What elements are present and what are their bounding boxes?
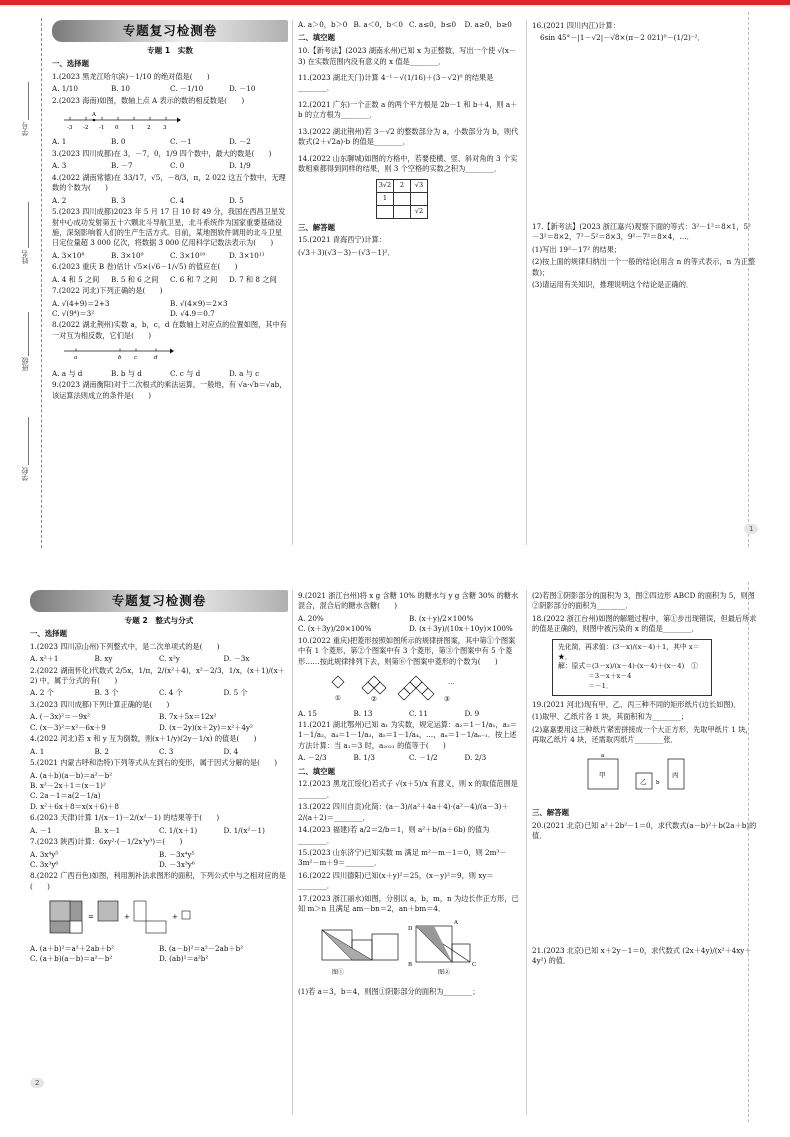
option[interactable]: B. 5 和 6 之间 (111, 274, 159, 284)
p2-q4: 4.(2022 河北)若 x 和 y 互为倒数，则(x＋1/y)(2y－1/x) 的值是( ) (30, 734, 257, 744)
option[interactable]: A. a＞0，b＞0 (298, 20, 348, 29)
column-divider (292, 590, 293, 1115)
point-label: d (154, 355, 158, 362)
option[interactable]: A. (a＋b)(a－b)＝a²－b² (30, 770, 113, 780)
fig-label: B (408, 961, 413, 968)
option[interactable]: C. －1/10 (170, 84, 204, 94)
option[interactable]: B. x－1 (94, 825, 121, 835)
option[interactable]: B. (a－b)²＝a²－2ab＋b² (159, 943, 244, 953)
p2-q9-options (298, 614, 520, 635)
p1-q17-part1: (1)写出 19²－17² 的结果； (532, 244, 622, 254)
column-divider (292, 20, 293, 545)
option[interactable]: B. 3 (111, 195, 126, 205)
column-divider (526, 590, 527, 1115)
option[interactable]: A. 4 和 5 之间 (52, 274, 100, 284)
p1-q9: 9.(2023 湖南衡阳)对于二次根式的乘法运算，一般地，有 √a·√b＝√ab，该运算法则成立的条件是( ) (52, 380, 287, 400)
option[interactable]: C. 0 (170, 161, 185, 171)
column-divider (526, 20, 527, 545)
fig-label: 丙 (672, 770, 679, 779)
p2-q3: 3.(2023 四川成都)下列计算正确的是( ) (30, 699, 170, 709)
margin-label-name: 姓名 (21, 250, 29, 264)
option[interactable]: B. 2 (94, 746, 109, 756)
p1-q2: 2.(2023 海南)如图，数轴上点 A 表示的数的相反数是( ) (52, 95, 245, 105)
p2-q14: 14.(2023 福建)若 a/2＝2/b＝1，则 a²＋b/(a＋6b) 的值为________． (298, 825, 490, 845)
p1-q8-options (52, 369, 288, 379)
page1-column-2 (298, 20, 520, 260)
p1-q13: 13.(2022 湖北荆州)若 3－√2 的整数部分为 a，小数部分为 b，则代数式(2＋√2a)·b 的值是________． (298, 126, 519, 147)
p2-q2-options (30, 688, 288, 698)
option[interactable]: D. (ab)²＝a²b² (159, 954, 209, 964)
page1-section-answer: 三、解答题 (298, 222, 335, 232)
page2-column-3 (532, 590, 757, 969)
p2-q11-options (298, 753, 520, 763)
p2-q6-options (30, 826, 288, 836)
option[interactable]: B. 13 (353, 708, 373, 718)
option[interactable]: C. －1/2 (409, 753, 438, 763)
option[interactable]: B. 10 (111, 84, 130, 94)
option[interactable]: D. 2/3 (464, 753, 487, 763)
margin-label-student-id: 学号 (21, 122, 29, 136)
p1-q16: 16.(2021 四川内江)计算： (532, 21, 620, 30)
option[interactable]: D. 7 和 8 之间 (229, 274, 277, 284)
fig-label: A (454, 919, 458, 926)
box-line: 解：原式＝(3－x)/(x－4)·(x－4)＋(x－4) ① (558, 662, 698, 671)
p1-q3-options (52, 161, 288, 171)
svg-text:+: + (172, 913, 178, 922)
area-dissection-figure (40, 897, 200, 937)
p1-q15-expr: (√3＋3)(√3－3)－(√3－1)²． (298, 247, 395, 257)
option[interactable]: A. －2/3 (298, 753, 327, 763)
p2-q8-options (30, 944, 288, 965)
class-field[interactable] (28, 312, 29, 356)
p2-q19: 19.(2021 河北)现有甲、乙、丙三种不同的矩形纸片(边长如图)． (532, 699, 741, 709)
option[interactable]: D. 9 (464, 708, 480, 718)
page2-column-2 (298, 590, 520, 1000)
fig-caption: 图② (438, 968, 451, 976)
grid-cell: √3 (411, 179, 428, 192)
option[interactable]: B. xy (94, 654, 113, 664)
fig-label: b (656, 779, 660, 786)
option[interactable]: C. a≤0，b≤0 (409, 20, 457, 29)
student-id-field[interactable] (28, 82, 29, 120)
p1-q4: 4.(2022 湖南常德)在 33/17，√5，－8/3，π，2 022 这五个数中，无理数的个数为( ) (52, 172, 286, 193)
point-a (93, 119, 96, 122)
page-number-1: 1 (744, 524, 758, 534)
fig-caption: 图① (332, 968, 345, 976)
p2-q4-options (30, 747, 288, 757)
p1-q17-part3: (3)请运用有关知识，推理说明这个结论是正确的． (532, 280, 694, 290)
option[interactable]: B. 3 个 (94, 688, 119, 698)
p2-q15: 15.(2023 山东济宁)已知实数 m 满足 m²－m－1＝0，则 2m³－3m²－m＋9＝________． (298, 848, 507, 868)
option[interactable]: A. (a＋b)²＝a²＋2ab＋b² (30, 943, 114, 953)
option[interactable]: C. 3x³y⁶ (30, 860, 59, 870)
p1-q6: 6.(2023 重庆 B 卷)估计 √5×(√6－1/√5) 的值应在( ) (52, 262, 238, 272)
fig-label: 乙 (640, 777, 647, 786)
fig-label: a (601, 752, 605, 759)
page2-section-fill: 二、填空题 (298, 766, 335, 776)
option[interactable]: D. x²＋6x＋8＝x(x＋6)＋8 (30, 801, 120, 811)
p1-q2-options (52, 137, 288, 147)
p1-q17: 17.【新考法】(2023 浙江嘉兴)观察下面的等式：3²－1²＝8×1，5²－3²＝8×2，7²－5²＝8×3，9²－7²＝8×4，…． (532, 221, 751, 242)
option[interactable]: C. x²y (159, 654, 180, 664)
p1-q6-options (52, 275, 288, 285)
option[interactable]: A. a 与 d (52, 368, 83, 378)
tick-label: 1 (131, 125, 135, 132)
p2-q19-part2: (2)嘉嘉要用这三种纸片紧密拼接成一个大正方形，先取甲纸片 1 块，再取乙纸片 4 块，还需取丙纸片________张． (532, 724, 753, 745)
option[interactable]: D. √4.9＝0.7 (170, 309, 215, 319)
option[interactable]: A. －1 (30, 825, 52, 835)
page2-subtitle: 专题 2 整式与分式 (124, 616, 194, 625)
p2-q18: 18.(2022 浙江台州)如图的解题过程中，第①步出现错误，但最后所求的值是正确的，则图中被污染的 x 的值是________． (532, 613, 757, 634)
option[interactable]: A. √(4+9)＝2+3 (52, 298, 110, 308)
option[interactable]: D. (x＋3y)/(10x＋10y)×100% (409, 624, 513, 634)
fig-label: ② (371, 695, 377, 703)
rhombus-pattern-figure (308, 672, 468, 702)
option[interactable]: A. 3 (52, 161, 67, 171)
p2-q7: 7.(2023 陕西)计算：6xy²·(－1/2x³y³)＝( ) (30, 837, 183, 847)
box-line: 先化简，再求值：(3－x)/(x－4)＋1，其中 x＝★． (558, 642, 700, 661)
option[interactable]: C. 6 和 7 之间 (170, 274, 218, 284)
fig-label: D (408, 925, 413, 932)
option[interactable]: C. 11 (409, 708, 428, 718)
option[interactable]: A. x²＋1 (30, 654, 59, 664)
option[interactable]: D. 5 (229, 195, 244, 205)
option[interactable]: D. a 与 c (229, 368, 260, 378)
margin-label-class: 班级 (21, 357, 29, 371)
p1-q7: 7.(2022 河北)下列正确的是( ) (52, 286, 163, 296)
p2-q7-options (30, 850, 288, 871)
page-gap (0, 548, 790, 578)
p1-q5-options (52, 251, 288, 261)
p2-q2: 2.(2022 湖南怀化)代数式 2/5x，1/π，2/(x²＋4)，x²－2/3，1/x，(x＋1)/(x＋2) 中，属于分式的有( ) (30, 665, 285, 686)
p2-q5: 5.(2021 内蒙古呼和浩特)下列等式从左到右的变形，属于因式分解的是( ) (30, 758, 278, 768)
option[interactable]: A. 3×10⁸ (52, 250, 85, 260)
option[interactable]: A. 1 (52, 137, 67, 147)
option[interactable]: A. 1/10 (52, 84, 78, 94)
p2-q10-options (298, 709, 520, 719)
option[interactable]: B. 1/3 (353, 753, 375, 763)
option[interactable]: A. 2 (52, 195, 67, 205)
exam-page-2 (0, 582, 790, 1122)
number-line-figure (62, 111, 182, 131)
option[interactable]: A. 15 (298, 708, 317, 718)
grid-cell: 1 (377, 192, 394, 205)
option[interactable]: A. 20% (298, 613, 324, 623)
p1-q10: 10.【新考法】(2023 湖南永州)已知 x 为正整数，写出一个使 √(x－3) 在实数范围内没有意义的 x 值是________． (298, 46, 517, 66)
p1-q1-options (52, 84, 288, 94)
p2-q6: 6.(2023 天津)计算 1/(x－1)－2/(x²－1) 的结果等于( ) (30, 813, 220, 823)
option[interactable]: D. －10 (229, 84, 256, 94)
option[interactable]: A. 2 个 (30, 688, 54, 698)
p1-q3: 3.(2023 四川成都)在 3，－7，0，1/9 四个数中，最大的数是( ) (52, 148, 272, 158)
option[interactable]: C. 3×10¹⁰ (170, 250, 206, 260)
top-red-bar (0, 0, 790, 5)
page1-column-3 (532, 20, 757, 293)
page1-subtitle: 专题 1 实数 (147, 46, 193, 55)
option[interactable]: C. (x＋3y)/20×100% (298, 624, 372, 634)
rectangles-figure (572, 751, 722, 799)
option[interactable]: D. (x－2y)(x＋2y)＝x²＋4y² (159, 722, 253, 732)
box-line: ＝3－x＋x－4 (588, 672, 632, 681)
p2-q10: 10.(2022 重庆)把菱形按照如图所示的规律拼图案，其中第①个图案中有 1 个菱形，第②个图案中有 3 个菱形，第③个图案中有 5 个菱形……按此规律排列下去，则第⑥个图案中菱形的个数为( ) (298, 635, 516, 666)
option[interactable]: A. 3x⁴y⁵ (30, 849, 59, 859)
p2-q13: 13.(2022 四川自贡)化简：(a－3)/(a²＋4a＋4)·(a²－4)/(a－3)＋2/(a＋2)＝________． (298, 802, 509, 822)
page1-section-fill: 二、填空题 (298, 33, 335, 43)
option[interactable]: A. (－3x)²＝－9x² (30, 712, 90, 722)
p2-q1: 1.(2023 四川凉山州)下列整式中，是二次单项式的是( ) (30, 641, 220, 651)
option[interactable]: C. √(9⁴)＝3² (52, 309, 95, 319)
p2-q20: 20.(2021 北京)已知 a²＋2b²－1＝0，求代数式(a－b)²＋b(2a＋b)的值． (532, 820, 757, 841)
p1-q4-options (52, 196, 288, 206)
p2-q12: 12.(2023 黑龙江绥化)若式子 √(x＋5)/x 有意义，则 x 的取值范围是________． (298, 779, 518, 799)
p2-q21: 21.(2023 北京)已知 x＋2y－1＝0，求代数式 (2x＋4y)/(x²＋4xy＋4y²) 的值． (532, 945, 752, 966)
fig-label: … (448, 678, 455, 687)
option[interactable]: C. (x－3)²＝x²－6x＋9 (30, 722, 106, 732)
page1-banner: 专题复习检测卷 (52, 20, 288, 42)
option[interactable]: B. 3×10⁹ (111, 250, 144, 260)
p1-q1: 1.(2023 黑龙江哈尔滨)－1/10 的绝对值是( ) (52, 71, 210, 81)
page-number-2: 2 (30, 1078, 44, 1088)
option[interactable]: C. c 与 d (170, 368, 201, 378)
fig-label: C (472, 961, 477, 968)
cut-line (41, 18, 42, 558)
grid-cell: √2 (411, 205, 428, 218)
page2-section-choice: 一、选择题 (30, 629, 67, 638)
grid-cell-blank[interactable] (394, 205, 411, 218)
tick-label: 2 (147, 125, 151, 132)
p2-q9: 9.(2021 浙江台州)将 x g 含糖 10% 的糖水与 y g 含糖 30% 的糖水混合，混合后的糖水含糖( ) (298, 591, 519, 611)
page2-banner: 专题复习检测卷 (30, 590, 288, 612)
grid-cell: 3√2 (377, 179, 394, 192)
page2-column-1 (30, 590, 288, 965)
tick-label: 0 (115, 125, 119, 132)
fig-label: ③ (444, 695, 450, 703)
p1-q15: 15.(2021 青海西宁)计算： (298, 235, 386, 245)
squares-figure (308, 920, 488, 980)
point-label: b (118, 355, 122, 362)
option[interactable]: B. (x＋y)/2×100% (409, 613, 474, 623)
option[interactable]: D. －2 (229, 137, 251, 147)
binding-margin (6, 12, 46, 552)
option[interactable]: B. b 与 d (111, 368, 142, 378)
page2-section-answer: 三、解答题 (532, 808, 569, 818)
option[interactable]: C. －1 (170, 137, 192, 147)
option[interactable]: C. 2a－1＝a(2－1/a) (30, 791, 101, 801)
svg-text:+: + (124, 913, 130, 922)
name-field[interactable] (28, 202, 29, 248)
p1-q12: 12.(2021 广东)一个正数 a 的两个平方根是 2b－1 和 b＋4，则 a＋b 的立方根为________． (298, 99, 518, 120)
p2-q8: 8.(2022 广西百色)如图，利用割补法求图形的面积，下列公式中与之相对应的是( ) (30, 871, 286, 891)
p1-q9-options (298, 20, 520, 30)
tick-label: -1 (99, 125, 105, 132)
tick-label: -3 (67, 125, 73, 132)
solution-box (552, 639, 712, 696)
option[interactable]: B. x²－2x＋1＝(x－1)² (30, 780, 106, 790)
p2-q3-options (30, 712, 288, 733)
p1-q7-options (52, 299, 288, 320)
p1-q14: 14.(2022 山东聊城)如图的方格中，若要使横、竖、斜对角的 3 个实数相乘都得到同样的结果，则 3 个空格的实数之积为________． (298, 153, 518, 174)
option[interactable]: C. 3 (159, 746, 174, 756)
page1-column-1 (52, 20, 288, 403)
point-label: a (74, 355, 78, 362)
p2-q5-options (30, 771, 288, 813)
grid-cell-blank[interactable] (411, 192, 428, 205)
p1-q8: 8.(2022 湖北荆州)实数 a，b，c，d 在数轴上对应点的位置如图，其中有一对互为相反数，它们是( ) (52, 320, 287, 340)
option[interactable]: D. －3x³y⁶ (159, 860, 195, 870)
exam-page-1 (0, 12, 790, 552)
p2-q17-part2: (2)若图①阴影部分的面积为 3，图②四边形 ABCD 的面积为 5，则图②阴影部分的面积为________． (532, 591, 755, 611)
p2-q19-part1: (1)取甲、乙纸片各 1 块，其面积和为________； (532, 712, 688, 722)
option[interactable]: D. 3×10¹¹ (229, 250, 265, 260)
grid-cell: 2 (394, 179, 411, 192)
right-margin-line (748, 582, 749, 1122)
option[interactable]: A. 1 (30, 746, 45, 756)
right-margin-line (748, 12, 749, 552)
option[interactable]: B. －3x⁴y⁵ (159, 849, 195, 859)
tick-label: -2 (83, 125, 89, 132)
option[interactable]: D. 5 个 (223, 688, 248, 698)
option[interactable]: C. (a＋b)(a－b)＝a²－b² (30, 954, 113, 964)
option[interactable]: B. －7 (111, 161, 133, 171)
option[interactable]: B. 0 (111, 137, 126, 147)
p2-q11: 11.(2021 湖北鄂州)已知 a₁ 为实数，规定运算：a₂＝1－1/a₁，a₃＝1－1/a₂，a₄＝1－1/a₃，a₅＝1－1/a₄，…，aₙ＝1－1/aₙ₋₁．按上述方法计算：当 a₁＝3 时，a₂₀₂₁ 的值等于( ) (298, 719, 517, 750)
number-line-abcd-figure (62, 346, 182, 362)
option[interactable]: D. 1/9 (229, 161, 251, 171)
fig-label: ① (335, 694, 341, 703)
p1-q16-expr: 6sin 45°－|1－√2|－√8×(π－2 021)⁰－(1/2)⁻²． (540, 33, 705, 43)
box-line: ＝－1． (588, 682, 613, 691)
fig-label: 甲 (599, 770, 606, 779)
p1-q11: 11.(2023 湖北天门)计算 4⁻¹－√(1/16)＋(3－√2)⁰ 的结果是________． (298, 73, 494, 93)
p1-q17-part2: (2)按上面的规律归纳出一个一般的结论(用含 n 的等式表示，n 为正整数)； (532, 257, 756, 277)
option[interactable]: D. －3x (223, 654, 250, 664)
point-label: c (134, 355, 138, 362)
option[interactable]: B. 7x＋5x＝12x² (159, 712, 217, 722)
p2-q17-part1: (1)若 a＝3，b＝4，则图①阴影部分的面积为________； (298, 987, 480, 997)
school-field[interactable] (28, 417, 29, 465)
p1-q5: 5.(2023 四川成都)2023 年 5 月 17 日 10 时 49 分，我国在西昌卫星发射中心成功发射第五十六颗北斗导航卫星，北斗系统作为国家重要基础设施，深刻影响着人们的生产生活方式。目前，某地图软件调用的北斗卫星日定位量超 3 000 亿次，将数据 3 000 亿用科学记数法表示为( ) (52, 207, 286, 248)
p2-q1-options (30, 654, 288, 664)
grid-cell-blank[interactable] (394, 192, 411, 205)
option[interactable]: D. 1/(x²－1) (223, 825, 265, 835)
page1-section-choice: 一、选择题 (52, 59, 89, 68)
option[interactable]: C. 4 个 (159, 688, 183, 698)
option[interactable]: D. 4 (223, 746, 239, 756)
magic-grid (376, 179, 428, 219)
p2-q16: 16.(2022 四川德阳)已知(x＋y)²＝25，(x－y)²＝9，则 xy＝________． (298, 870, 494, 891)
grid-cell-blank[interactable] (377, 205, 394, 218)
margin-label-school: 学校 (21, 467, 29, 481)
option[interactable]: B. a＜0，b＜0 (353, 20, 403, 29)
option[interactable]: D. a≥0，b≥0 (464, 20, 512, 29)
p2-q17: 17.(2023 浙江丽水)如图，分别以 a，b，m，n 为边长作正方形，已知 m＞n 且满足 am－bn＝2，an＋bm＝4． (298, 893, 519, 914)
tick-label: 3 (163, 125, 167, 132)
svg-text:=: = (88, 913, 94, 922)
option[interactable]: B. √(4×9)＝2×3 (170, 298, 228, 308)
point-a-label: A (92, 112, 96, 119)
option[interactable]: C. 1/(x＋1) (159, 825, 198, 835)
option[interactable]: C. 4 (170, 195, 185, 205)
